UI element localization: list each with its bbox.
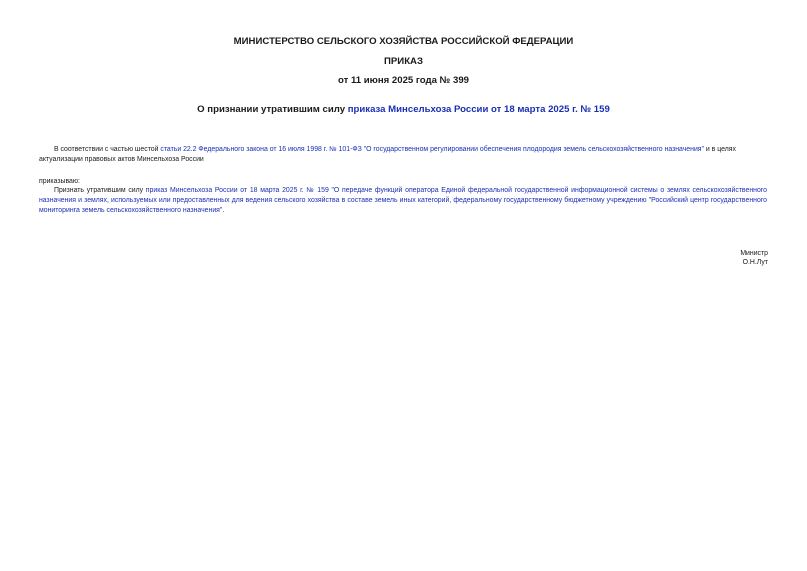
signatory-position: Министр [740, 250, 768, 257]
title-prefix: О признании утратившим силу [197, 104, 348, 115]
preamble-prefix: В соответствии с частью шестой [54, 146, 161, 153]
repealed-order-link[interactable]: приказ Минсельхоза России от 18 марта 2025 г. № 159 "О передаче функций оператора Единой федеральной государственной информационной системы о землях сельскохозяйственного назначения и землях, используемых или предоставленных для ведения сельского хозяйства в составе земель иных категорий, федеральному государственному бюджетному учреждению "Российский центр государственного мониторинга земель сельскохозяйственного назначения" [39, 187, 767, 214]
operative-suffix: . [222, 206, 225, 214]
ministry-name: МИНИСТЕРСТВО СЕЛЬСКОГО ХОЗЯЙСТВА РОССИЙСКОЙ ФЕДЕРАЦИИ [233, 36, 574, 47]
signatory-name: О.Н.Лут [742, 259, 768, 266]
preamble-paragraph [39, 145, 767, 165]
title-link[interactable]: приказа Минсельхоза России от 18 марта 2025 г. № 159 [347, 104, 610, 115]
order-word: приказываю: [39, 178, 80, 185]
operative-paragraph [39, 186, 767, 216]
document-title [0, 104, 807, 115]
preamble-suffix: и в целях актуализации правовых актов Минсельхоза России [39, 146, 736, 163]
document-type: ПРИКАЗ [384, 56, 423, 67]
law-link[interactable]: статьи 22.2 Федерального закона от 16 июля 1998 г. № 101-ФЗ "О государственном регулировании обеспечения плодородия земель сельскохозяйственного назначения" [160, 146, 704, 153]
operative-prefix: Признать утратившим силу [54, 187, 146, 194]
document-date: от 11 июня 2025 года № 399 [337, 75, 469, 86]
